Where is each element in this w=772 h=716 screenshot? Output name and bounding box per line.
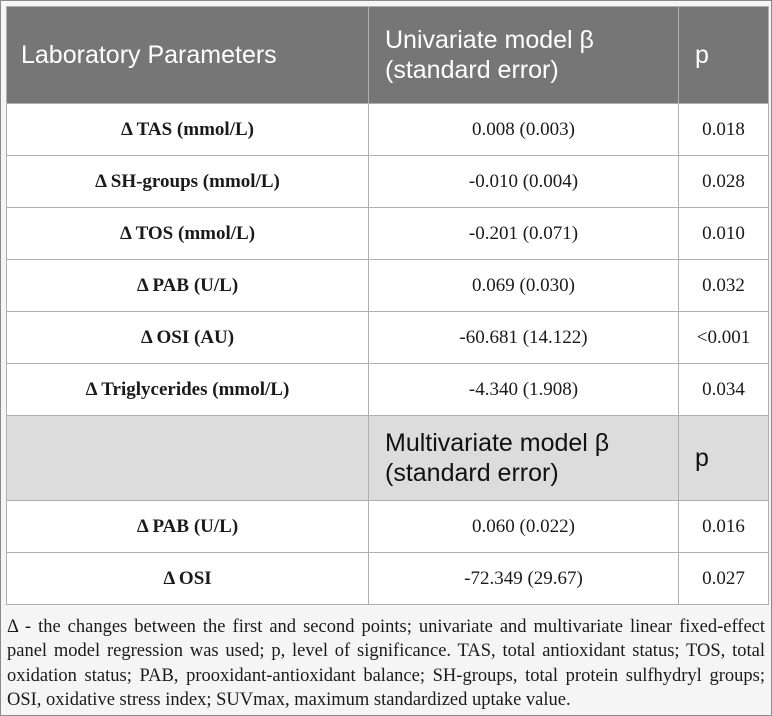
table-row [7,364,769,416]
header-univariate-line1: Univariate model β [385,26,594,54]
results-table [6,6,769,605]
row-beta: -60.681 (14.122) [369,312,679,364]
table-row [7,312,769,364]
subheader-empty-cell [7,416,369,501]
row-p: 0.016 [679,501,769,553]
subheader-row [7,416,769,501]
header-univariate-beta [369,7,679,104]
row-p: 0.018 [679,104,769,156]
row-param: Δ OSI (AU) [7,312,369,364]
row-p: 0.027 [679,553,769,605]
row-param: Δ OSI [7,553,369,605]
table-row [7,208,769,260]
row-param: Δ SH-groups (mmol/L) [7,156,369,208]
header-p: p [679,7,769,104]
header-laboratory-parameters: Laboratory Parameters [7,7,369,104]
row-beta: -0.201 (0.071) [369,208,679,260]
row-beta: -72.349 (29.67) [369,553,679,605]
row-p: 0.032 [679,260,769,312]
row-param: Δ PAB (U/L) [7,260,369,312]
subheader-multivariate-line1: Multivariate model β [385,429,610,457]
row-param: Δ TAS (mmol/L) [7,104,369,156]
subheader-multivariate-beta [369,416,679,501]
row-param: Δ TOS (mmol/L) [7,208,369,260]
table-row [7,156,769,208]
row-p: <0.001 [679,312,769,364]
row-beta: 0.008 (0.003) [369,104,679,156]
row-param: Δ Triglycerides (mmol/L) [7,364,369,416]
row-beta: -4.340 (1.908) [369,364,679,416]
subheader-p: p [679,416,769,501]
table-row [7,260,769,312]
row-beta: 0.060 (0.022) [369,501,679,553]
row-p: 0.034 [679,364,769,416]
table-footnote: Δ - the changes between the first and second points; univariate and multivariate linear fixed-effect panel model regression was used; p, level of significance. TAS, total antioxidant status; TOS, total oxidation status; PAB, prooxidant-antioxidant balance; SH-groups, total protein sulfhydryl groups; OSI, oxidative stress index; SUVmax, maximum standardized uptake value. [7,617,765,711]
row-p: 0.028 [679,156,769,208]
row-beta: -0.010 (0.004) [369,156,679,208]
header-univariate-line2: (standard error) [385,56,559,84]
table-row [7,104,769,156]
subheader-multivariate-line2: (standard error) [385,459,559,487]
table-row [7,553,769,605]
row-beta: 0.069 (0.030) [369,260,679,312]
header-row [7,7,769,104]
row-p: 0.010 [679,208,769,260]
row-param: Δ PAB (U/L) [7,501,369,553]
table-row [7,501,769,553]
